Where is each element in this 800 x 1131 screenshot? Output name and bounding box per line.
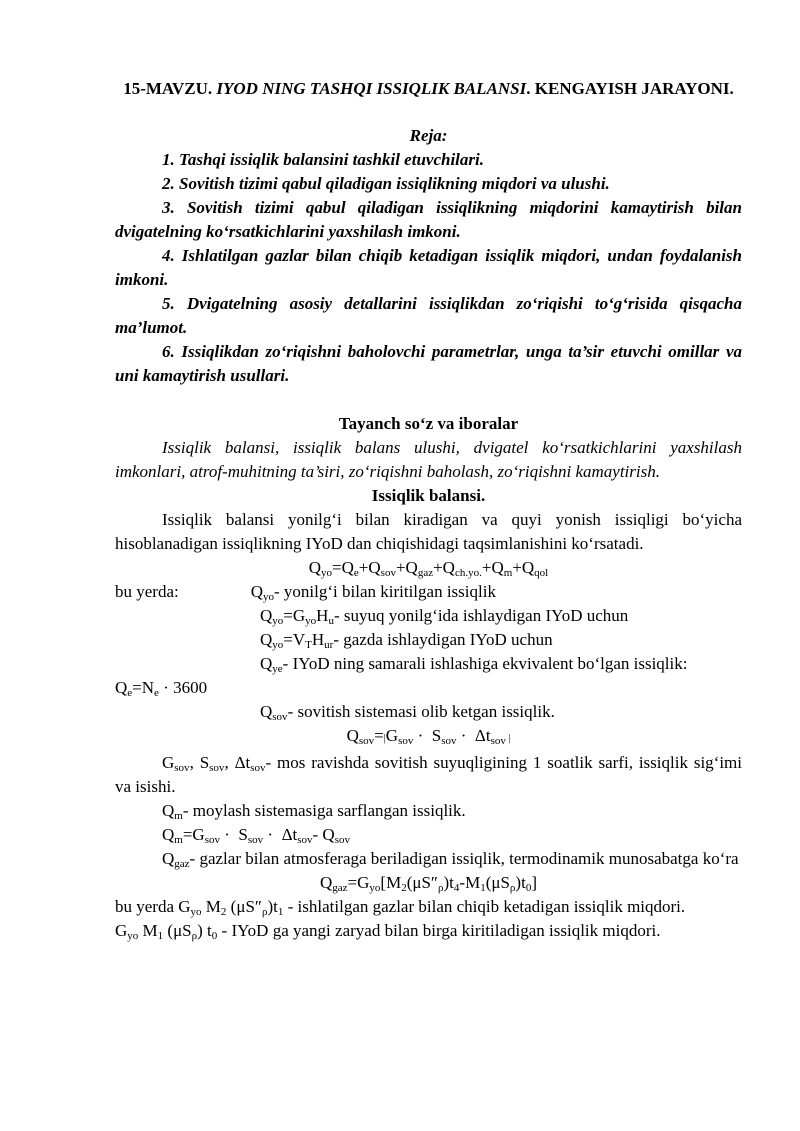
qyo-liquid-line: $Q_{yo}=G_{yo}H_u-$ suyuq yonilg‘ida ishlaydigan IYoD uchun <box>260 606 629 627</box>
qm-equation: $Q_m=G_{sov} \cdot S_{sov} \cdot \Delta t_{sov}-$ $Q_{sov}$ <box>162 825 350 846</box>
plan-item-3: 3. Sovitish tizimi qabul qiladigan issiqlikning miqdorini kamaytirish bilan dvigatelning ko‘rsatkichlarini yaxshilash imkoni. <box>115 198 742 241</box>
qm-line: $Q_m-$ moylash sistemasiga sarflangan issiqlik. <box>162 801 466 822</box>
sov-params-line: $G_{sov}$, $S_{sov}$, $\Delta t_{sov}-$ mos ravishda sovitish suyuqligining 1 soatlik sarfi, issiqlik sig‘imi va isishi. <box>115 753 742 796</box>
qyo-definition: bu yerda: $Q_{yo}-$ yonilg‘i bilan kiritilgan issiqlik <box>115 582 496 603</box>
section-intro: Issiqlik balansi yonilg‘i bilan kiradigan va quyi yonish issiqligi bo‘yicha hisoblanadigan issiqlikning IYoD dan chiqishidagi taqsimlanishini ko‘rsatadi. <box>115 510 742 553</box>
qgaz-line: $Q_{gaz}-$ gazlar bilan atmosferaga beriladigan issiqlik, termodinamik munosabatga ko‘ra <box>162 849 739 870</box>
plan-item-2: 2. Sovitish tizimi qabul qiladigan issiqlikning miqdori va ulushi. <box>162 174 610 193</box>
qsov-equation: $Q_{sov}=|G_{sov} \cdot S_{sov} \cdot \Delta t_{sov}$ | <box>346 726 511 747</box>
qgaz-equation: $Q_{gaz}=G_{yo}[M_2(\mu S''_\rho)t_4-M_1(\mu S_\rho)t_0]$ <box>320 873 537 894</box>
qyo-gas-line: $Q_{yo}=V_TH_{ur}-$ gazda ishlaydigan IYoD uchun <box>260 630 553 651</box>
document-page <box>115 70 742 943</box>
exhaust-line: bu yerda $G_{yo}$ $M_2$ $(\mu S''_\rho)t_1$ - ishlatilgan gazlar bilan chiqib ketadigan issiqlik miqdori. <box>115 897 686 918</box>
title-prefix: 15-MAVZU. <box>123 79 217 98</box>
keywords-text: Issiqlik balansi, issiqlik balans ulushi, dvigatel ko‘rsatkichlarini yaxshilash imkonlari, atrof-muhitning ta’siri, zo‘riqishni baholash, zo‘riqishni kamaytirish. <box>115 438 742 481</box>
keywords-heading: Tayanch so‘z va iboralar <box>338 414 519 433</box>
qsov-line: $Q_{sov}-$ sovitish sistemasi olib ketgan issiqlik. <box>260 702 555 723</box>
plan-heading: Reja: <box>409 126 448 145</box>
balance-equation: $Q_{yo}=Q_e+Q_{sov}+Q_{gaz}+Q_{ch.yo.}+Q_m+Q_{qol}$ <box>308 558 549 579</box>
plan-item-5: 5. Dvigatelning asosiy detallarini issiqlikdan zo‘riqishi to‘g‘risida qisqacha ma’lumot. <box>115 294 742 337</box>
plan-item-4: 4. Ishlatilgan gazlar bilan chiqib ketadigan issiqlik miqdori, undan foydalanish imkoni. <box>115 246 742 289</box>
charge-line: $G_{yo}$ $M_1$ $(\mu S_\rho)$ $t_0$ - IYoD ga yangi zaryad bilan birga kiritiladigan issiqlik miqdori. <box>115 921 661 942</box>
title-dot: . <box>526 79 535 98</box>
page-title <box>115 76 742 102</box>
section-heading: Issiqlik balansi. <box>371 486 486 505</box>
plan-item-1: 1. Tashqi issiqlik balansini tashkil etuvchilari. <box>162 150 484 169</box>
title-italic: IYOD NING TASHQI ISSIQLIK BALANSI <box>216 79 527 98</box>
plan-item-6: 6. Issiqlikdan zo‘riqishni baholovchi parametrlar, unga ta’sir etuvchi omillar va uni kamaytirish usullari. <box>115 342 742 385</box>
qe-formula: $Q_e=N_e \cdot 3600$ <box>115 678 208 699</box>
qye-line: $Q_{ye}-$ IYoD ning samarali ishlashiga ekvivalent bo‘lgan issiqlik: <box>260 654 688 675</box>
title-suffix: KENGAYISH JARAYONI. <box>534 79 734 98</box>
